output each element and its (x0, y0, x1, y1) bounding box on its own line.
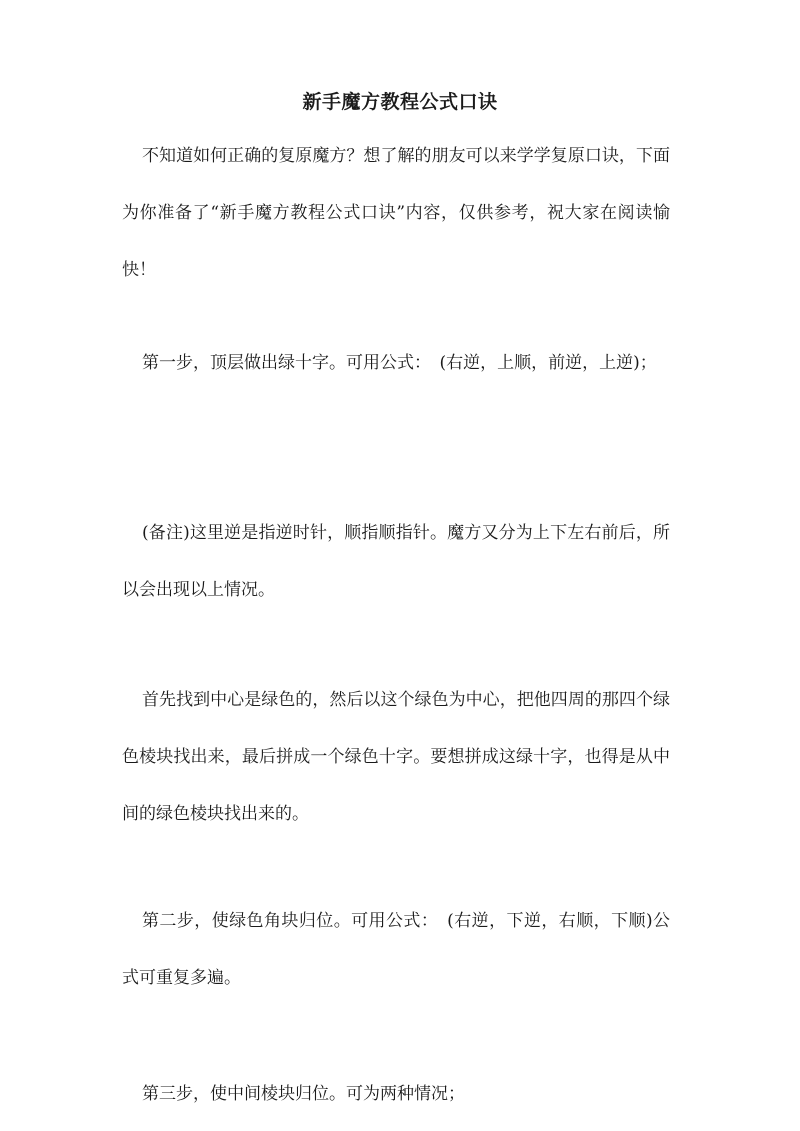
instruction-paragraph: 首先找到中心是绿色的，然后以这个绿色为中心，把他四周的那四个绿色棱块找出来，最后拼成一个绿色十字。要想拼成这绿十字，也得是从中间的绿色棱块找出来的。 (122, 690, 670, 824)
document-title: 新手魔方教程公式口诀 (302, 91, 498, 113)
step-three-paragraph: 第三步，使中间棱块归位。可为两种情况； (142, 1084, 465, 1104)
note-paragraph: (备注)这里逆是指逆时针，顺指顺指针。魔方又分为上下左右前后，所以会出现以上情况。 (122, 523, 670, 600)
step-one-paragraph: 第一步，顶层做出绿十字。可用公式： (右逆，上顺，前逆，上逆)； (142, 353, 657, 373)
step-two-paragraph: 第二步，使绿色角块归位。可用公式： (右逆，下逆，右顺，下顺)公式可重复多遍。 (122, 911, 670, 988)
intro-paragraph: 不知道如何正确的复原魔方？想了解的朋友可以来学学复原口诀，下面为你准备了“新手魔方教程公式口诀”内容，仅供参考，祝大家在阅读愉快！ (122, 146, 670, 280)
